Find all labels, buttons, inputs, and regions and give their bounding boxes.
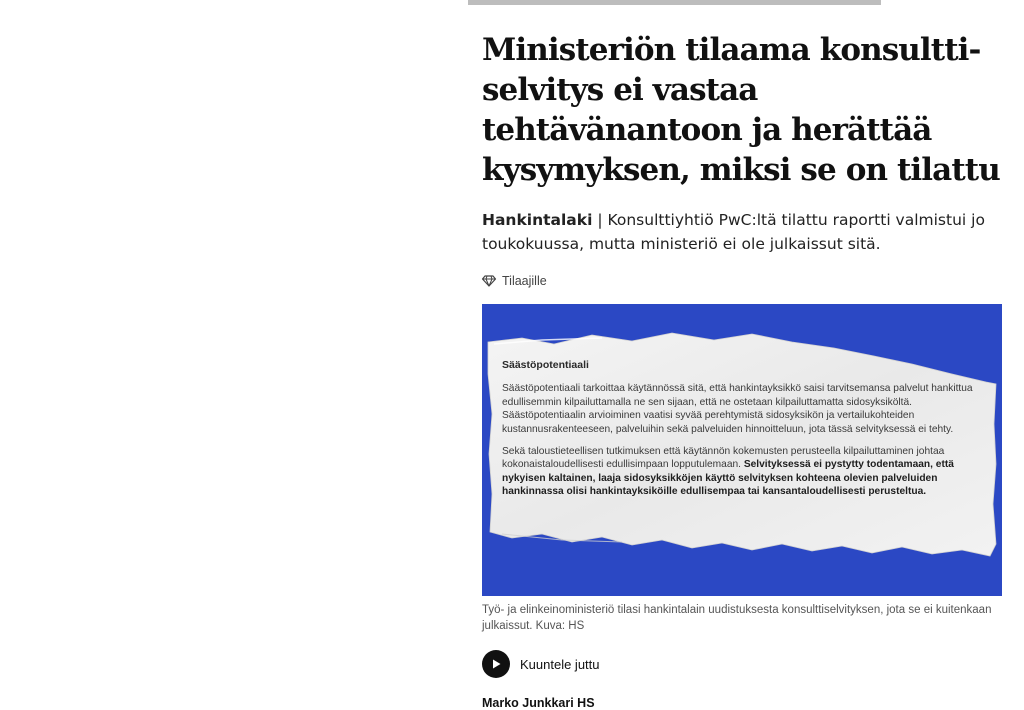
play-icon[interactable] xyxy=(482,650,510,678)
image-caption: Työ- ja elinkeinoministeriö tilasi hankintalain uudistuksesta konsulttiselvityksen, jota se ei kuitenkaan julkaissut. Kuva: HS xyxy=(482,604,992,632)
author-byline[interactable]: Marko Junkkari HS xyxy=(482,696,595,710)
document-paragraph: Säästöpotentiaali tarkoittaa käytännössä sitä, että hankintayksikkö saisi tarvitsemansa palvelut hankittua edullisemmin kilpailuttamalla ne sen sijaan, että ne ostetaan kilpailuttamatta sidosyksiköltä. Säästöpotentiaalin arvioiminen vaatisi syvää perehtymistä sidosyksikön ja vertailukohteiden kustannusrakenteeseen, palveluihin sekä palveluiden hinnoitteluun, jota tässä selvityksessä ei tehty. xyxy=(502,383,973,435)
lead xyxy=(482,208,1002,256)
subscriber-label: Tilaajille xyxy=(502,274,547,288)
diamond-icon xyxy=(482,275,496,287)
document-paragraph xyxy=(502,445,982,499)
document-paragraph-text: Sekä taloustieteellisen tutkimuksen että käytännön kokemusten perusteella kilpailuttaminen johtaa kokonaistaloudellisesti edullisimpaan lopputulemaan. xyxy=(502,446,945,471)
topic-label[interactable]: Hankintalaki xyxy=(482,211,593,229)
document-paragraph-bold: Selvityksessä ei pystytty todentamaan, että nykyisen kaltainen, laaja sidosyksikköjen käyttö selvityksen kohteena olevien palveluiden hankinnassa olisi hankintayksiköille edullisempaa tai kansantaloudellisesti perusteltua. xyxy=(502,459,954,498)
listen-button[interactable] xyxy=(482,650,1002,678)
lead-text: Konsulttiyhtiö PwC:ltä tilattu raportti valmistui jo toukokuussa, mutta ministeriö ei ole julkaissut sitä. xyxy=(482,211,985,253)
document-title: Säästöpotentiaali xyxy=(502,359,589,371)
article-image[interactable] xyxy=(482,304,1002,596)
article xyxy=(482,30,1002,710)
headline: Ministeriön tilaama konsultti-selvitys ei vastaa tehtävänantoon ja herättää kysymyksen, miksi se on tilattu xyxy=(482,32,1000,188)
subscriber-badge xyxy=(482,274,1002,288)
topic-separator: | xyxy=(592,211,608,229)
progress-bar xyxy=(468,0,881,5)
document-text xyxy=(502,359,982,508)
listen-label[interactable]: Kuuntele juttu xyxy=(520,656,600,672)
